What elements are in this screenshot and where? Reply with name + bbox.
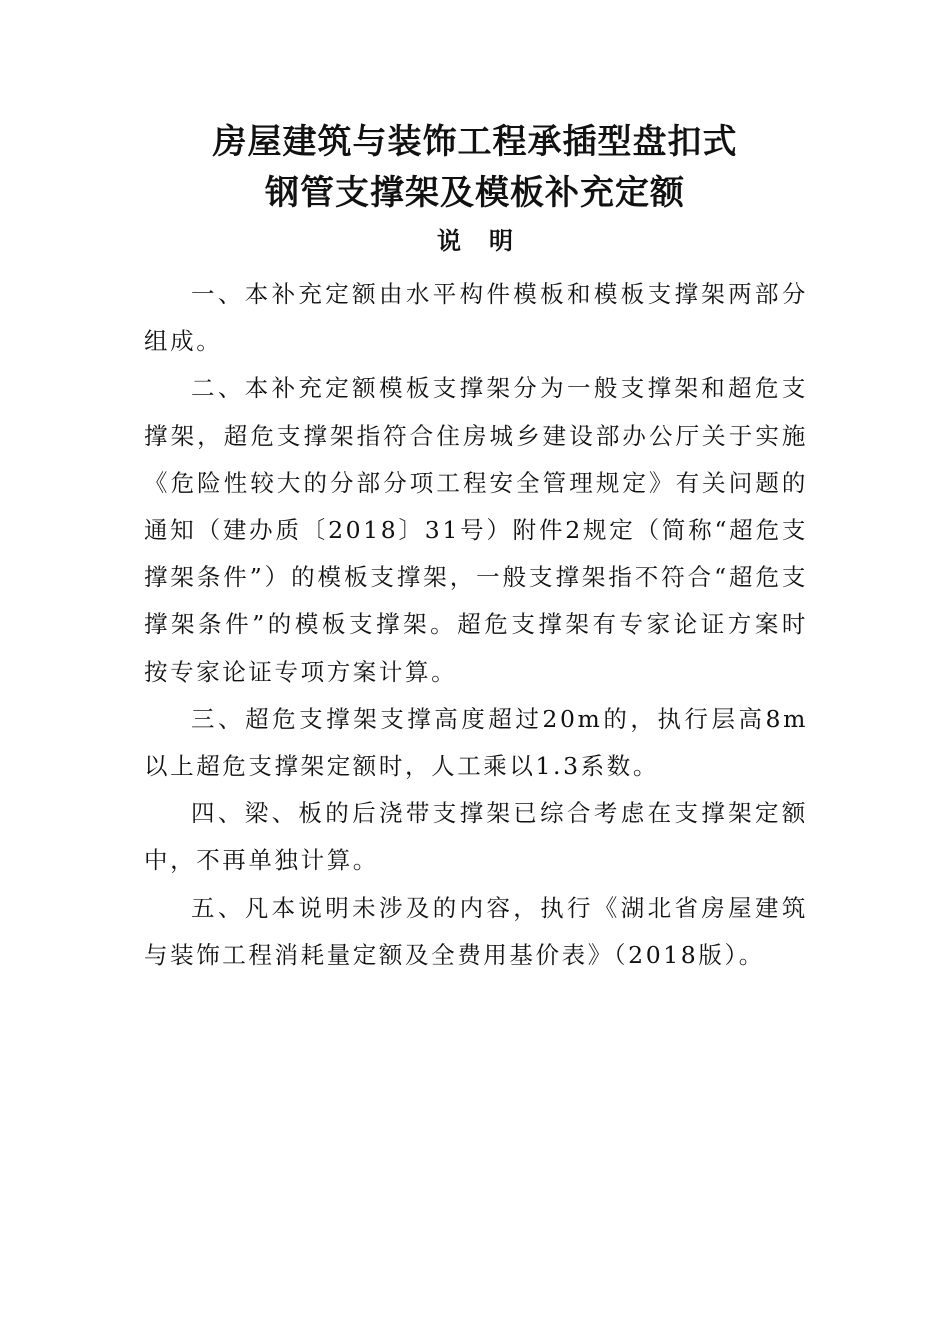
document-title-line2: 钢管支撑架及模板补充定额 xyxy=(265,173,685,213)
paragraph-5: 五、凡本说明未涉及的内容，执行《湖北省房屋建筑与装饰工程消耗量定额及全费用基价表》（2018版）。 xyxy=(144,893,808,969)
document-body xyxy=(144,271,808,979)
paragraph-1: 一、本补充定额由水平构件模板和模板支撑架两部分组成。 xyxy=(144,280,808,356)
paragraph-4: 四、梁、板的后浇带支撑架已综合考虑在支撑架定额中，不再单独计算。 xyxy=(144,799,808,875)
document-title-line1: 房屋建筑与装饰工程承插型盘扣式 xyxy=(212,122,738,162)
paragraph-3: 三、超危支撑架支撑高度超过20m的，执行层高8m以上超危支撑架定额时，人工乘以1.3系数。 xyxy=(144,704,808,781)
paragraph-2: 二、本补充定额模板支撑架分为一般支撑架和超危支撑架，超危支撑架指符合住房城乡建设部办公厅关于实施《危险性较大的分部分项工程安全管理规定》有关问题的通知（建办质〔2018〕31号）附件2规定（简称“超危支撑架条件”）的模板支撑架，一般支撑架指不符合“超危支撑架条件”的模板支撑架。超危支撑架有专家论证方案时按专家论证专项方案计算。 xyxy=(144,374,808,686)
section-heading: 说明 xyxy=(437,227,541,255)
